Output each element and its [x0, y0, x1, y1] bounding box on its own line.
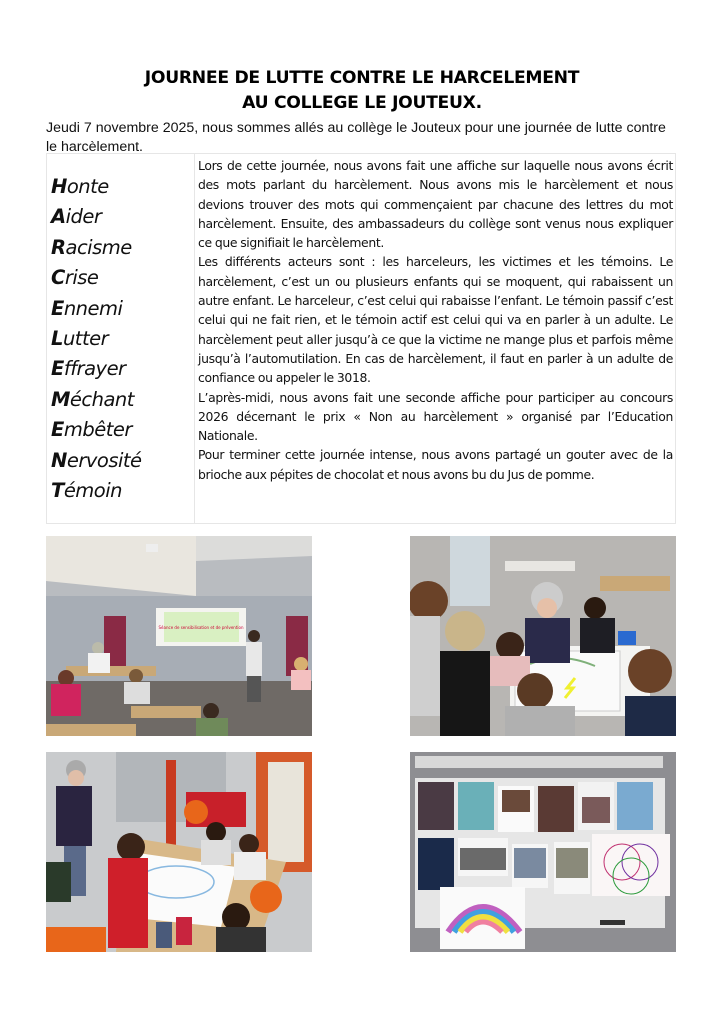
acrostic-word: Crise — [51, 266, 99, 290]
page-title — [0, 66, 724, 116]
intro-text: Jeudi 7 novembre 2025, nous sommes allés au collège le Jouteux pour une journée de lutte contre le harcèlement. — [46, 120, 666, 155]
acrostic-word: Ennemi — [51, 296, 123, 320]
paragraph: L’après-midi, nous avons fait une seconde affiche pour participer au concours 2026 décernant le prix « Non au harcèlement » organisé par l’Education Nationale. — [198, 389, 673, 444]
acrostic-word: Honte — [51, 175, 109, 198]
acrostic-word: Racisme — [51, 235, 132, 259]
paragraph: Pour terminer cette journée intense, nous avons partagé un gouter avec de la brioche aux pépites de chocolat et nous avons bu du Jus de pomme. — [198, 447, 673, 482]
projector-screen-text: Séance de sensibilisation et de prévention — [158, 625, 244, 630]
title-line-1: JOURNEE DE LUTTE CONTRE LE HARCELEMENT — [144, 68, 580, 88]
acrostic-word: Nervosité — [51, 448, 142, 472]
title-line-2: AU COLLEGE LE JOUTEUX. — [242, 93, 482, 113]
paragraph: Les différents acteurs sont : les harceleurs, les victimes et les témoins. Le harcèlement, c’est un ou plusieurs enfants qui se moquent, qui rabaissent un autre enfant. Le harceleur, c’est celui qui rabaisse l’enfant. Le témoin passif c’est celui qui ne fait rien, et le témoin actif est celui qui va en parler à un adulte. Le harcèlement peut aller jusqu’à ce que la victime ne mange plus et parfois même jusqu’à l’automutilation. En cas de harcèlement, il faut en parler à un adulte de confiance ou appeler le 3018. — [198, 254, 673, 386]
posters-board-photo — [410, 752, 676, 952]
classroom-presentation-photo — [46, 536, 312, 736]
group-poster-work-photo — [410, 536, 676, 736]
acrostic-column — [47, 154, 195, 523]
acrostic-word: Méchant — [51, 387, 134, 411]
acrostic-word: Embêter — [51, 418, 132, 442]
acrostic-word: Témoin — [51, 479, 123, 503]
content-table — [46, 153, 676, 524]
acrostic-word: Effrayer — [51, 357, 126, 381]
narrative-column — [198, 156, 673, 484]
paragraph: Lors de cette journée, nous avons fait une affiche sur laquelle nous avons écrit des mots parlant du harcèlement. Nous avons mis le harcèlement et nous devions trouver des mots qui commençaient par chacune des lettres du mot harcèlement. Ensuite, des ambassadeurs du collège sont venus nous expliquer ce que signifiait le harcèlement. — [198, 158, 673, 251]
acrostic-word: Lutter — [51, 327, 109, 351]
cloud-poster-work-photo — [46, 752, 312, 952]
acrostic-word: Aider — [51, 205, 102, 229]
